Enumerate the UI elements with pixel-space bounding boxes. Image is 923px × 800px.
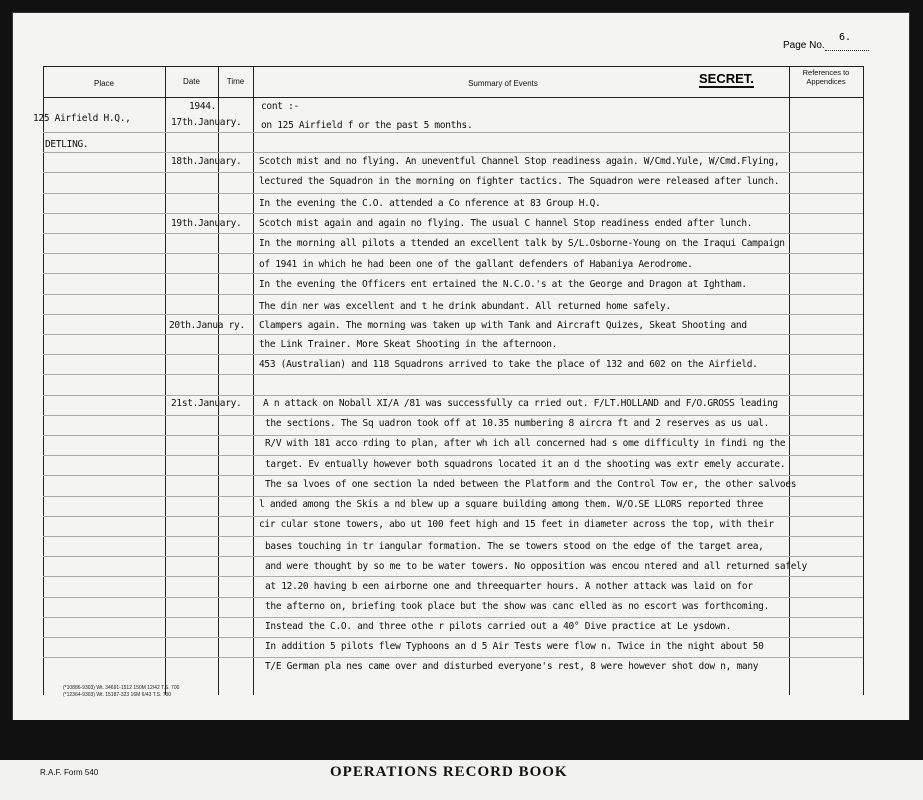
table-top-border [43, 66, 863, 67]
header-place: Place [93, 79, 114, 88]
summary-line: at 12.20 having b een airborne one and threequarter hours. A nother attack was laid on for [265, 581, 753, 592]
summary-line: of 1941 in which he had been one of the gallant defenders of Habaniya Aerodrome. [259, 259, 693, 270]
header-bottom-border [43, 97, 863, 98]
secret-stamp: SECRET. [699, 71, 754, 86]
ruled-line [43, 657, 863, 658]
ruled-line [43, 637, 863, 638]
header-time: Time [226, 77, 245, 86]
ruled-line [43, 536, 863, 537]
ruled-line [43, 213, 863, 214]
date-18: 18th.January. [171, 156, 242, 167]
summary-line: Clampers again. The morning was taken up with Tank and Aircraft Quizes, Skeat Shooting and [259, 320, 747, 331]
form-footer [0, 760, 923, 800]
ruled-line [43, 314, 863, 315]
print-code-1: (*10886-9303) Wt. 34691-1512 150M 12/42 T.S. 700 [63, 685, 180, 691]
summary-line: lectured the Squadron in the morning on fighter tactics. The Squadron were released after lunch. [259, 176, 780, 187]
col-border-time [253, 66, 254, 695]
col-border-left [43, 66, 44, 695]
form-number: R.A.F. Form 540 [40, 768, 99, 777]
ruled-line [43, 475, 863, 476]
summary-line: In addition 5 pilots flew Typhoons an d 5 Air Tests were flow n. Twice in the night about 50 [265, 641, 764, 652]
summary-line: and were thought by so me to be water towers. No opposition was encou ntered and all returned safely [265, 561, 807, 572]
summary-line: bases touching in tr iangular formation. The se towers stood on the edge of the target area, [265, 541, 764, 552]
date-17: 17th.January. [171, 117, 242, 128]
header-date: Date [183, 77, 200, 86]
summary-line: the Link Trainer. More Skeat Shooting in the afternoon. [259, 339, 558, 350]
date-19: 19th.January. [171, 218, 242, 229]
ruled-line [43, 152, 863, 153]
ruled-line [43, 294, 863, 295]
ruled-line [43, 435, 863, 436]
summary-line: cont :- [261, 101, 299, 112]
ruled-line [43, 395, 863, 396]
summary-line: on 125 Airfield f or the past 5 months. [261, 120, 473, 131]
ruled-line [43, 172, 863, 173]
summary-line: In the evening the Officers ent ertained the N.C.O.'s at the George and Dragon at Ightham. [259, 279, 747, 290]
ruled-line [43, 496, 863, 497]
ruled-line [43, 132, 863, 133]
ruled-line [43, 617, 863, 618]
summary-line: the sections. The Sq uadron took off at 10.35 numbering 8 aircra ft and 2 reserves as us ual. [265, 418, 770, 429]
summary-line: R/V with 181 acco rding to plan, after wh ich all concerned had s ome difficulty in findi ng the [265, 438, 786, 449]
ruled-line [43, 576, 863, 577]
ruled-line [43, 374, 863, 375]
summary-line: In the evening the C.O. attended a Co nference at 83 Group H.Q. [259, 198, 601, 209]
page-number-label: Page No. [783, 40, 825, 51]
header-references: References to Appendices [802, 68, 850, 86]
ruled-line [43, 597, 863, 598]
ruled-line [43, 455, 863, 456]
ruled-line [43, 193, 863, 194]
summary-line: the afterno on, briefing took place but the show was canc elled as no escort was forthcoming. [265, 601, 770, 612]
col-border-right [863, 66, 864, 695]
place-line-1: 125 Airfield H.Q., [33, 113, 131, 124]
print-code-2: (*12364-9303) Wt. 15187-323 16M 6/43 T.S. 700 [63, 692, 172, 698]
book-title: OPERATIONS RECORD BOOK [330, 764, 568, 780]
summary-line: T/E German pla nes came over and disturbed everyone's rest, 8 were however shot dow n, many [265, 661, 759, 672]
summary-line: cir cular stone towers, abo ut 100 feet high and 15 feet in diameter across the top, with their [259, 519, 774, 530]
summary-line: A n attack on Noball XI/A /81 was successfully ca rried out. F/LT.HOLLAND and F/O.GROSS leading [263, 398, 778, 409]
summary-line: The din ner was excellent and t he drink abundant. All returned home safely. [259, 301, 671, 312]
header-summary: Summary of Events [468, 79, 538, 88]
ruled-line [43, 334, 863, 335]
ruled-line [43, 516, 863, 517]
summary-line: l anded among the Skis a nd blew up a square building among them. W/O.SE LLORS reported three [259, 499, 764, 510]
page-number-line [825, 50, 869, 51]
summary-line: Instead the C.O. and three othe r pilots carried out a 40° Dive practice at Le ysdown. [265, 621, 732, 632]
place-line-2: DETLING. [45, 139, 89, 150]
col-border-summary [789, 66, 790, 695]
date-20: 20th.Janua ry. [169, 320, 245, 331]
col-border-place [165, 66, 166, 695]
ruled-line [43, 233, 863, 234]
ruled-line [43, 556, 863, 557]
record-sheet [12, 12, 910, 722]
date-21: 21st.January. [171, 398, 242, 409]
summary-line: Scotch mist again and again no flying. The usual C hannel Stop readiness ended after lunch. [259, 218, 753, 229]
summary-line: In the morning all pilots a ttended an excellent talk by S/L.Osborne-Young on the Iraqui Campaign [259, 238, 785, 249]
summary-line: target. Ev entually however both squadrons located it an d the shooting was extr emely accurate. [265, 459, 786, 470]
summary-line: The sa lvoes of one section la nded between the Platform and the Control Tow er, the other salvoes [265, 479, 797, 490]
ruled-line [43, 354, 863, 355]
ruled-line [43, 273, 863, 274]
summary-line: Scotch mist and no flying. An uneventful Channel Stop readiness again. W/Cmd.Yule, W/Cmd.Flying, [259, 156, 780, 167]
page-number: 6. [839, 32, 852, 43]
ruled-line [43, 253, 863, 254]
summary-line: 453 (Australian) and 118 Squadrons arrived to take the place of 132 and 602 on the Airfield. [259, 359, 758, 370]
ruled-line [43, 415, 863, 416]
year: 1944. [189, 101, 217, 112]
